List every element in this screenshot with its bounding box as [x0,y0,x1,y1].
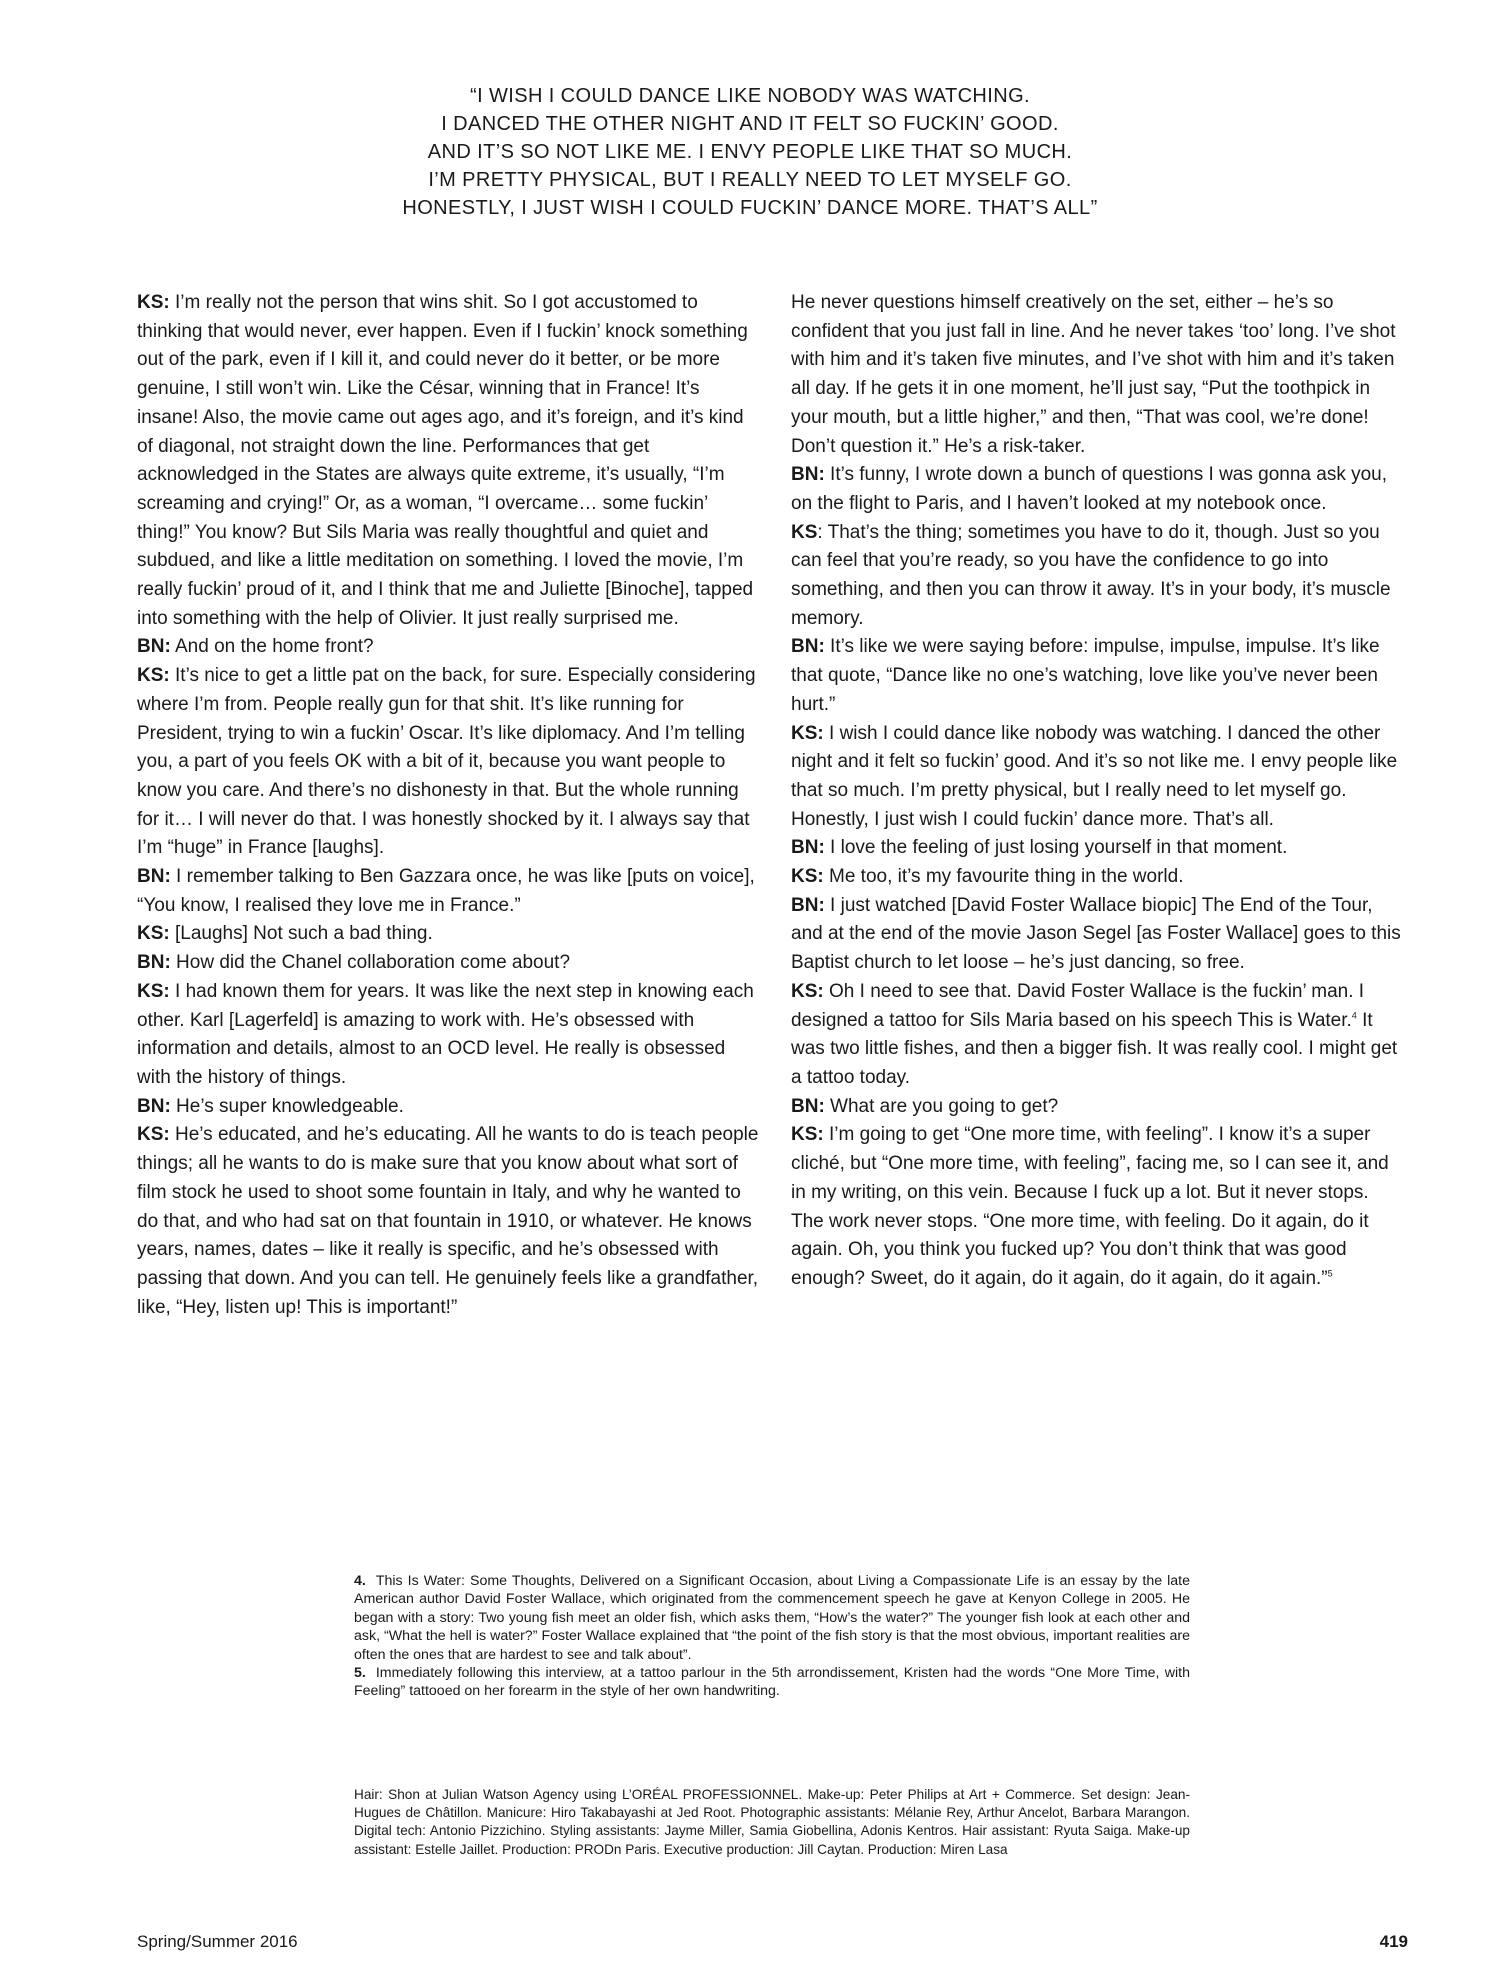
interview-paragraph [137,289,762,633]
speaker-label: KS: [137,1124,170,1146]
interview-paragraph [137,920,762,949]
interview-paragraph [137,633,762,662]
speaker-label: BN: [137,1095,171,1117]
speaker-label: KS: [791,980,824,1002]
interview-paragraph [137,978,762,1093]
speaker-label: KS: [791,866,824,888]
footnotes [354,1572,1190,1701]
interview-paragraph [791,633,1401,719]
footnote [354,1572,1190,1664]
speaker-label: KS: [137,665,170,687]
page-number: 419 [1379,1932,1408,1951]
pull-quote-line: HONESTLY, I JUST WISH I COULD FUCKIN’ DANCE MORE. THAT’S ALL” [402,197,1098,219]
paragraph-text: It’s nice to get a little pat on the back, for sure. Especially considering where I’m from. People really gun for that shit. It’s like running for President, trying to win a fuckin’ Oscar. It’s like diplomacy. And I’m telling you, a part of you feels OK with a bit of it, because you want people to know you care. And there’s no dishonesty in that. But the whole running for it… I will never do that. I was honestly shocked by it. I always say that I’m “huge” in France [laughs]. [137,665,756,859]
interview-paragraph [137,1093,762,1122]
paragraph-text: Me too, it’s my favourite thing in the world. [823,866,1184,888]
interview-paragraph [791,289,1401,461]
paragraph-text: It’s like we were saying before: impulse, impulse, impulse. It’s like that quote, “Dance like no one’s watching, love like you’ve never been hurt.” [791,636,1380,715]
footnote [354,1664,1190,1701]
paragraph-text: I’m really not the person that wins shit. So I got accustomed to thinking that would never, ever happen. Even if I fuckin’ knock something out of the park, even if I kill it, and could never do it better, or be more genuine, I still won’t win. Like the César, winning that in France! It’s insane! Also, the movie came out ages ago, and it’s foreign, and it’s kind of diagonal, not straight down the line. Performances that get acknowledged in the States are always quite extreme, it’s usually, “I’m screaming and crying!” Or, as a woman, “I overcame… some fuckin’ thing!” You know? But Sils Maria was really thoughtful and quiet and subdued, and like a little meditation on something. I loved the movie, I’m really fuckin’ proud of it, and I think that me and Juliette [Binoche], tapped into something with the help of Olivier. It just really surprised me. [137,292,754,629]
paragraph-text: He’s educated, and he’s educating. All he wants to do is teach people things; all he wants to do is make sure that you know about what sort of film stock he used to shoot some fountain in Italy, and why he wanted to do that, and who had sat on that fountain in 1910, or whatever. He knows years, names, dates – like it really is specific, and he’s obsessed with passing that down. And you can tell. He genuinely feels like a grandfather, like, “Hey, listen up! This is important!” [137,1124,759,1318]
interview-paragraph [137,949,762,978]
interview-paragraph [137,1121,762,1322]
interview-paragraph [791,461,1401,518]
interview-paragraph [791,834,1401,863]
paragraph-text: It’s funny, I wrote down a bunch of questions I was gonna ask you, on the flight to Paris, and I haven’t looked at my notebook once. [791,464,1388,514]
paragraph-text: Oh I need to see that. David Foster Wallace is the fuckin’ man. I designed a tattoo for Sils Maria based on his speech This is Water. [791,980,1365,1031]
pull-quote-line: AND IT’S SO NOT LIKE ME. I ENVY PEOPLE LIKE THAT SO MUCH. [427,141,1073,163]
paragraph-text: He never questions himself creatively on the set, either – he’s so confident that you just fall in line. And he never takes ‘too’ long. I’ve shot with him and it’s taken five minutes, and I’ve shot with him and it’s taken all day. If he gets it in one moment, he’ll just say, “Put the toothpick in your mouth, but a little higher,” and then, “That was cool, we’re done! Don’t question it.” He’s a risk-taker. [791,292,1396,457]
paragraph-text: : That’s the thing; sometimes you have to do it, though. Just so you can feel that you’re ready, so you have the confidence to go into something, and then you can throw it away. It’s in your body, it’s muscle memory. [791,521,1391,629]
speaker-label: KS: [137,980,170,1002]
issue-label: Spring/Summer 2016 [137,1932,298,1951]
paragraph-text: It was two little fishes, and then a bigger fish. It was really cool. I might get a tattoo today. [791,1009,1398,1088]
speaker-label: BN: [791,1095,825,1117]
pull-quote [250,82,1250,222]
speaker-label: KS: [791,1124,824,1146]
speaker-label: BN: [791,837,825,859]
footnote-text: This Is Water: Some Thoughts, Delivered on a Significant Occasion, about Living a Compassionate Life is an essay by the late American author David Foster Wallace, which originated from the commencement speech he gave at Kenyon College in 2005. He began with a story: Two young fish meet an older fish, which asks them, “How’s the water?” The younger fish look at each other and ask, “What the hell is water?” Foster Wallace explained that “the point of the fish story is that the most obvious, important realities are often the ones that are hardest to see and talk about”. [354,1573,1190,1663]
interview-column-left [137,289,762,1322]
interview-paragraph [791,1093,1401,1122]
speaker-label: BN: [791,894,825,916]
photo-credits: Hair: Shon at Julian Watson Agency using L’ORÉAL PROFESSIONNEL. Make-up: Peter Philips at Art + Commerce. Set design: Jean-Hugues de Châtillon. Manicure: Hiro Takabayashi at Jed Root. Photographic assistants: Mélanie Rey, Arthur Ancelot, Barbara Marangon. Digital tech: Antonio Pizzichino. Styling assistants: Jayme Miller, Samia Giobellina, Adonis Kentros. Hair assistant: Ryuta Saiga. Make-up assistant: Estelle Jaillet. Production: PRODn Paris. Executive production: Jill Caytan. Production: Miren Lasa [354,1787,1190,1857]
pull-quote-line: I’M PRETTY PHYSICAL, BUT I REALLY NEED TO LET MYSELF GO. [428,169,1072,191]
pull-quote-line: “I WISH I COULD DANCE LIKE NOBODY WAS WATCHING. [470,85,1030,107]
interview-paragraph [791,863,1401,892]
pull-quote-line: I DANCED THE OTHER NIGHT AND IT FELT SO FUCKIN’ GOOD. [441,113,1059,135]
speaker-label: KS: [791,722,824,744]
speaker-label: KS: [137,923,170,945]
paragraph-text: He’s super knowledgeable. [170,1095,404,1117]
paragraph-text: [Laughs] Not such a bad thing. [169,923,433,945]
paragraph-text: I love the feeling of just losing yourself in that moment. [824,837,1288,859]
paragraph-text: And on the home front? [170,636,374,658]
paragraph-text: I remember talking to Ben Gazzara once, he was like [puts on voice], “You know, I realised they love me in France.” [137,866,755,916]
speaker-label: KS [791,521,818,543]
paragraph-text: I had known them for years. It was like the next step in knowing each other. Karl [Lagerfeld] is amazing to work with. He’s obsessed with information and details, almost to an OCD level. He really is obsessed with the history of things. [137,980,754,1088]
speaker-label: BN: [137,952,171,974]
paragraph-text: How did the Chanel collaboration come about? [170,952,571,974]
paragraph-text: I wish I could dance like nobody was watching. I danced the other night and it felt so fuckin’ good. And it’s so not like me. I envy people like that so much. I’m pretty physical, but I really need to let myself go. Honestly, I just wish I could fuckin’ dance more. That’s all. [791,722,1398,830]
interview-paragraph [791,892,1401,978]
interview-paragraph [791,978,1401,1093]
speaker-label: KS: [137,292,170,313]
speaker-label: BN: [137,636,171,658]
paragraph-text: What are you going to get? [824,1095,1059,1117]
footnote-number: 4. [354,1573,366,1589]
interview-paragraph [791,1121,1401,1293]
footnote-reference: 5 [1327,1268,1333,1279]
interview-paragraph [791,519,1401,634]
footnote-reference: 4 [1351,1010,1357,1021]
interview-paragraph [137,863,762,920]
footnote-text: Immediately following this interview, at a tattoo parlour in the 5th arrondissement, Kristen had the words “One More Time, with Feeling” tattooed on her forearm in the style of her own handwriting. [354,1665,1190,1700]
interview-paragraph [791,720,1401,835]
interview-column-right [791,289,1401,1294]
speaker-label: BN: [791,636,825,658]
speaker-label: BN: [137,866,171,888]
paragraph-text: I’m going to get “One more time, with feeling”. I know it’s a super cliché, but “One more time, with feeling”, facing me, so I can see it, and in my writing, on this vein. Because I fuck up a lot. But it never stops. The work never stops. “One more time, with feeling. Do it again, do it again. Oh, you think you fucked up? You don’t think that was good enough? Sweet, do it again, do it again, do it again, do it again.” [791,1124,1389,1289]
footnote-number: 5. [354,1665,366,1682]
speaker-label: BN: [791,464,825,486]
paragraph-text: I just watched [David Foster Wallace biopic] The End of the Tour, and at the end of the movie Jason Segel [as Foster Wallace] goes to this Baptist church to let loose – he’s just dancing, so free. [791,894,1401,974]
interview-paragraph [137,662,762,863]
